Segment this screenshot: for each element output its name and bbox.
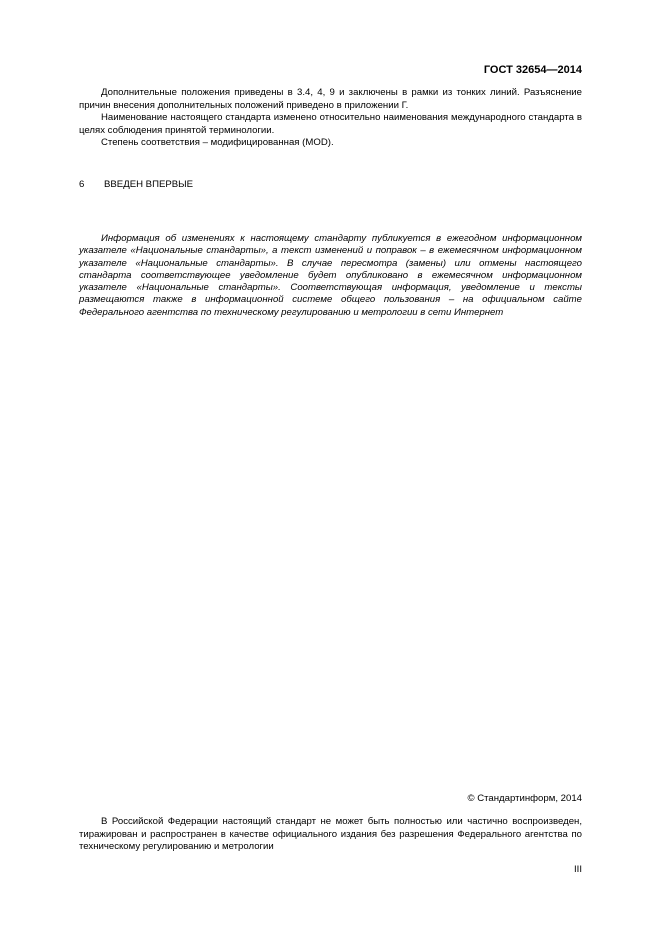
section-heading <box>79 179 193 190</box>
information-note: Информация об изменениях к настоящему стандарту публикуется в ежегодном информационном указателе «Национальные стандарты», а текст изменений и поправок – в ежемесячном информационном указателе «Национальные стандарты». В случае пересмотра (замены) или отмены настоящего стандарта соответствующее уведомление будет опубликовано в ежемесячном информационном указателе «Национальные стандарты». Соответствующая информация, уведомление и тексты размещаются также в информационной системе общего пользования – на официальном сайте Федерального агентства по техническому регулированию и метрологии в сети Интернет <box>79 233 582 318</box>
paragraph-1: Дополнительные положения приведены в 3.4, 4, 9 и заключены в рамки из тонких линий. Разъяснение причин внесения дополнительных положений приведено в приложении Г. <box>79 87 582 111</box>
section-title: ВВЕДЕН ВПЕРВЫЕ <box>104 179 194 190</box>
copyright-line: © Стандартинформ, 2014 <box>467 793 582 804</box>
legal-notice: В Российской Федерации настоящий стандарт не может быть полностью или частично воспроизведен, тиражирован и распространен в качестве официального издания без разрешения Федерального агентства по техническому регулированию и метрологии <box>79 816 582 852</box>
page-number: III <box>574 864 582 875</box>
section-number: 6 <box>79 179 85 190</box>
paragraph-3: Степень соответствия – модифицированная (MOD). <box>101 137 334 148</box>
standard-id-header: ГОСТ 32654—2014 <box>483 64 582 76</box>
paragraph-2: Наименование настоящего стандарта изменено относительно наименования международного стандарта в целях соблюдения принятой терминологии. <box>79 112 582 136</box>
body-paragraphs <box>79 87 582 150</box>
